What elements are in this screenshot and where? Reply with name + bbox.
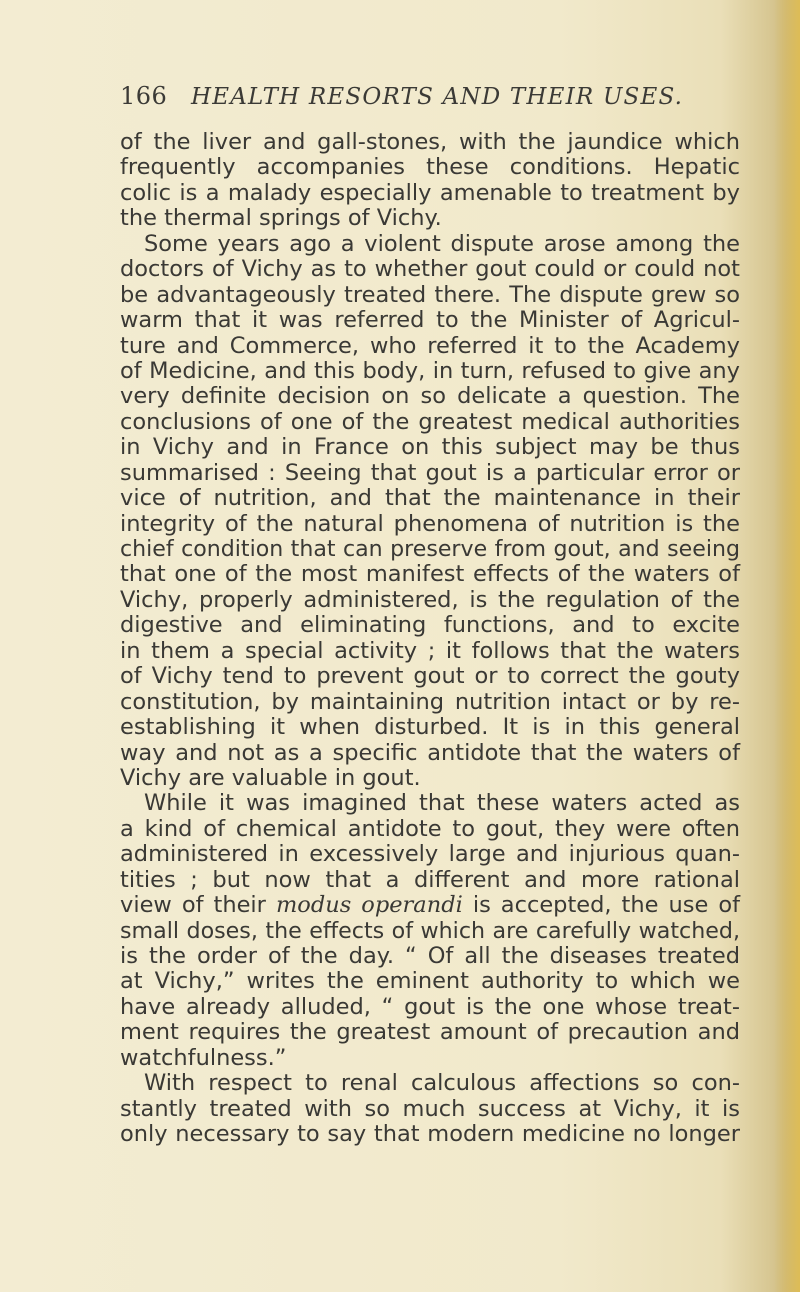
text-segment: view of their: [120, 892, 276, 919]
text-line: stantly treated with so much success at Vichy, it is: [120, 1095, 740, 1122]
body-text: [120, 130, 740, 1148]
text-line: doctors of Vichy as to whether gout could or could not: [120, 256, 740, 283]
text-line: of Vichy tend to prevent gout or to correct the gouty: [120, 663, 740, 690]
text-line-with-italic: [120, 893, 740, 918]
text-line: at Vichy,” writes the eminent authority to which we: [120, 968, 740, 995]
text-line: only necessary to say that modern medicine no longer: [120, 1121, 740, 1148]
text-line: tities ; but now that a different and more rational: [120, 866, 740, 893]
text-line: frequently accompanies these conditions. Hepatic: [120, 154, 740, 181]
text-line: in them a special activity ; it follows that the waters: [120, 637, 740, 664]
text-line: that one of the most manifest effects of the waters of: [120, 561, 740, 588]
text-line: Some years ago a violent dispute arose among the: [144, 230, 740, 257]
text-line: Vichy, properly administered, is the regulation of the: [120, 586, 740, 613]
text-line: integrity of the natural phenomena of nutrition is the: [120, 510, 740, 537]
text-line: chief condition that can preserve from gout, and seeing: [120, 536, 740, 562]
text-line: of Medicine, and this body, in turn, refused to give any: [120, 357, 740, 384]
text-line: a kind of chemical antidote to gout, they were often: [120, 815, 740, 842]
text-line: digestive and eliminating functions, and to excite: [120, 612, 740, 639]
text-line: have already alluded, “ gout is the one whose treat-: [120, 993, 740, 1020]
text-line: is the order of the day. “ Of all the diseases treated: [120, 943, 740, 969]
text-line: small doses, the effects of which are carefully watched,: [120, 917, 740, 944]
text-line: very definite decision on so delicate a question. The: [120, 383, 740, 410]
text-line: While it was imagined that these waters acted as: [144, 790, 740, 817]
text-line: Vichy are valuable in gout.: [120, 764, 421, 791]
text-line: constitution, by maintaining nutrition intact or by re-: [120, 688, 740, 715]
text-line: conclusions of one of the greatest medical authorities: [120, 408, 740, 435]
text-line: be advantageously treated there. The dispute grew so: [120, 281, 740, 308]
page-edge-shadow: [774, 0, 800, 1292]
page-header: [120, 82, 690, 112]
text-line: watchfulness.”: [120, 1044, 287, 1071]
text-segment: is accepted, the use of: [462, 892, 740, 919]
text-line: ment requires the greatest amount of precaution and: [120, 1019, 740, 1046]
text-line: establishing it when disturbed. It is in this general: [120, 714, 740, 741]
running-title: HEALTH RESORTS AND THEIR USES.: [190, 84, 684, 110]
text-line: of the liver and gall-stones, with the jaundice which: [120, 129, 740, 155]
text-line: in Vichy and in France on this subject may be thus: [120, 434, 740, 461]
text-line: ture and Commerce, who referred it to the Academy: [120, 332, 740, 359]
text-line: warm that it was referred to the Minister of Agricul-: [120, 307, 740, 334]
page-number: 166: [120, 82, 168, 110]
text-line: vice of nutrition, and that the maintenance in their: [120, 485, 740, 512]
italic-phrase: modus operandi: [275, 892, 463, 919]
text-line: colic is a malady especially amenable to treatment by: [120, 179, 740, 206]
text-line: With respect to renal calculous affections so con-: [144, 1070, 740, 1097]
text-line: summarised : Seeing that gout is a particular error or: [120, 459, 740, 486]
text-line: way and not as a specific antidote that the waters of: [120, 739, 740, 766]
text-line: the thermal springs of Vichy.: [120, 205, 442, 232]
text-line: administered in excessively large and injurious quan-: [120, 841, 740, 868]
